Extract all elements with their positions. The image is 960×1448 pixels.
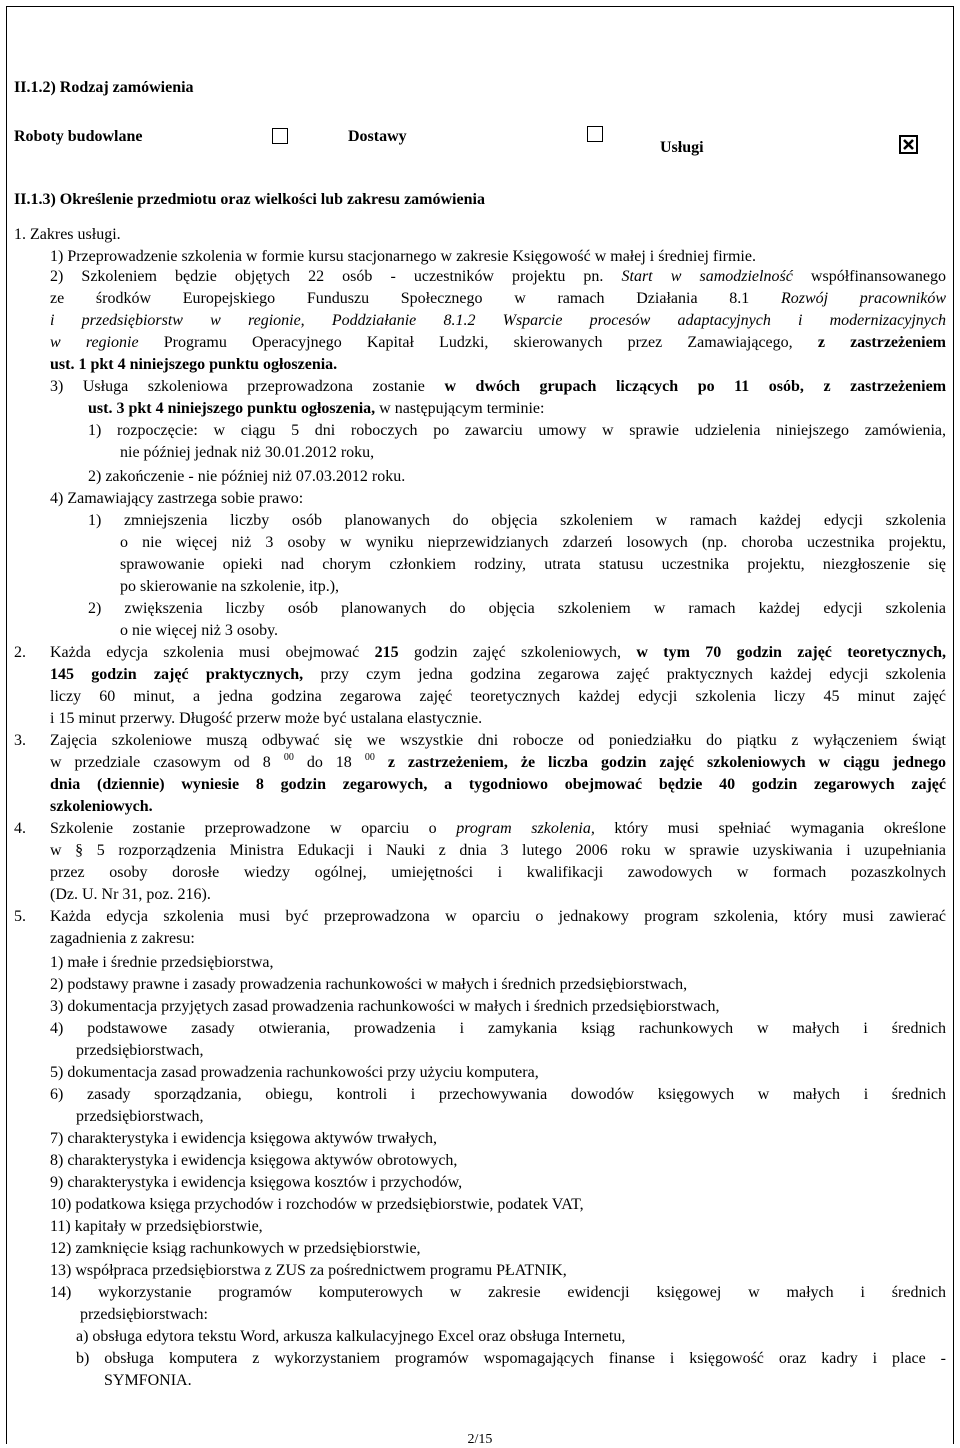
topic-12: 12) zamknięcie ksiąg rachunkowych w przedsiębiorstwie, bbox=[50, 1240, 421, 1257]
topic-13: 13) współpraca przedsiębiorstwa z ZUS za pośrednictwem programu PŁATNIK, bbox=[50, 1262, 567, 1279]
scope-sub-3: 3) Usługa szkoleniowa przeprowadzona zostanie w dwóch grupach liczących po 11 osób, z zastrzeżeniem bbox=[50, 378, 947, 395]
topic-6: 6) zasady sporządzania, obiegu, kontroli i przechowywania dowodów księgowych w małych i średnich bbox=[50, 1086, 946, 1103]
scope-sub-4-1-cont: o nie więcej niż 3 osoby w wyniku nieprzewidzianych zdarzeń losowych (np. choroba uczestnika projektu, sprawowanie opieki nad chorym członkiem rodziny, utrata statusu uczestnika projektu, niezgłoszenie się po skierowanie na szkolenie, itp.), bbox=[120, 534, 946, 595]
uslugi-label: Usługi bbox=[660, 139, 704, 156]
uslugi-checkbox[interactable] bbox=[899, 135, 918, 154]
point-3-text: Zajęcia szkoleniowe muszą odbywać się we wszystkie dni robocze od poniedziałku do piątku z wyłączeniem świąt w przedziale czasowym od 8 $^{00}$ do 18 $^{00}$ z zastrzeżeniem, że liczba godzin zajęć szkoleniowych w ciągu jednego dnia (dziennie) wyniesie 8 godzin zegarowych, a tygodniowo obejmować będzie 40 godzin zegarowych zajęć szkoleniowych. bbox=[50, 732, 947, 815]
topic-11: 11) kapitały w przedsiębiorstwie, bbox=[50, 1218, 263, 1235]
section-heading-scope: II.1.3) Określenie przedmiotu oraz wielkości lub zakresu zamówienia bbox=[14, 191, 485, 208]
topic-14-cont: przedsiębiorstwach: bbox=[80, 1306, 208, 1323]
scope-item-1: 1. Zakres usługi. bbox=[14, 226, 121, 243]
point-5-number: 5. bbox=[14, 908, 26, 925]
topic-14-b-cont: SYMFONIA. bbox=[104, 1372, 192, 1389]
scope-sub-1: 1) Przeprowadzenie szkolenia w formie kursu stacjonarnego w zakresie Księgowość w małej i średniej firmie. bbox=[50, 248, 756, 265]
topic-3: 3) dokumentacja przyjętych zasad prowadzenia rachunkowości w małych i średnich przedsiębiorstwach, bbox=[50, 998, 720, 1015]
topic-2: 2) podstawy prawne i zasady prowadzenia rachunkowości w małych i średnich przedsiębiorstwach, bbox=[50, 976, 688, 993]
scope-sub-2: 2) Szkoleniem będzie objętych 22 osób - uczestników projektu pn. Start w samodzielność współfinansowanego ze środków Europejskiego Funduszu Społecznego w ramach Działania 8.1 Rozwój pracowników i przedsiębiorstw w regionie, Poddziałanie 8.1.2 Wsparcie procesów adaptacyjnych i modernizacyjnych w regionie Programu Operacyjnego Kapitał Ludzki, skierowanych przez Zamawiającego, z zastrzeżeniem ust. 1 pkt 4 niniejszego punktu ogłoszenia. bbox=[50, 268, 947, 373]
scope-sub-3-start: 1) rozpoczęcie: w ciągu 5 dni roboczych po zawarciu umowy w sprawie udzielenia niniejszego zamówienia, bbox=[88, 422, 946, 439]
topic-4: 4) podstawowe zasady otwierania, prowadzenia i zamykania ksiąg rachunkowych w małych i średnich bbox=[50, 1020, 946, 1037]
point-2-number: 2. bbox=[14, 644, 26, 661]
point-3-number: 3. bbox=[14, 732, 26, 749]
topic-7: 7) charakterystyka i ewidencja księgowa aktywów trwałych, bbox=[50, 1130, 437, 1147]
topic-14-b: b) obsługa komputera z wykorzystaniem programów wspomagających finanse i księgowość oraz kadry i place - bbox=[76, 1350, 946, 1367]
scope-sub-3-start-cont: nie później jednak niż 30.01.2012 roku, bbox=[120, 444, 375, 461]
scope-sub-4-2-cont: o nie więcej niż 3 osoby. bbox=[120, 622, 279, 639]
scope-sub-4: 4) Zamawiający zastrzega sobie prawo: bbox=[50, 490, 304, 507]
topic-4-cont: przedsiębiorstwach, bbox=[76, 1042, 204, 1059]
scope-sub-3-cont: ust. 3 pkt 4 niniejszego punktu ogłoszenia, w następującym terminie: bbox=[88, 400, 545, 417]
topic-10: 10) podatkowa księga przychodów i rozchodów w przedsiębiorstwie, podatek VAT, bbox=[50, 1196, 584, 1213]
topic-14: 14) wykorzystanie programów komputerowych w zakresie ewidencji księgowej w małych i średnich bbox=[50, 1284, 946, 1301]
topic-1: 1) małe i średnie przedsiębiorstwa, bbox=[50, 954, 274, 971]
topic-14-a: a) obsługa edytora tekstu Word, arkusza kalkulacyjnego Excel oraz obsługa Internetu, bbox=[76, 1328, 626, 1345]
point-2-text: Każda edycja szkolenia musi obejmować 215 godzin zajęć szkoleniowych, w tym 70 godzin zajęć teoretycznych, 145 godzin zajęć praktycznych, przy czym jedna godzina zegarowa zajęć praktycznych każdej edycji szkolenia liczy 60 minut, a jedna godzina zegarowa zajęć teoretycznych każdej edycji szkolenia liczy 45 minut zajęć i 15 minut przerwy. Długość przerw może być ustalana elastycznie. bbox=[50, 644, 947, 727]
scope-sub-4-1: 1) zmniejszenia liczby osób planowanych do objęcia szkoleniem w ramach każdej edycji szkolenia bbox=[88, 512, 946, 529]
roboty-label: Roboty budowlane bbox=[14, 128, 143, 145]
dostawy-checkbox[interactable] bbox=[587, 126, 603, 142]
topic-6-cont: przedsiębiorstwach, bbox=[76, 1108, 204, 1125]
section-heading-type: II.1.2) Rodzaj zamówienia bbox=[14, 79, 194, 96]
topic-5: 5) dokumentacja zasad prowadzenia rachunkowości przy użyciu komputera, bbox=[50, 1064, 539, 1081]
point-4-text: Szkolenie zostanie przeprowadzone w oparciu o program szkolenia, który musi spełniać wymagania określone w § 5 rozporządzenia Ministra Edukacji i Nauki z dnia 3 lutego 2006 roku w sprawie uzyskiwania i uzupełniania przez osoby dorosłe wiedzy ogólnej, umiejętności i kwalifikacji zawodowych w formach pozaszkolnych (Dz. U. Nr 31, poz. 216). bbox=[50, 820, 947, 903]
scope-sub-4-2: 2) zwiększenia liczby osób planowanych do objęcia szkoleniem w ramach każdej edycji szkolenia bbox=[88, 600, 946, 617]
topic-9: 9) charakterystyka i ewidencja księgowa kosztów i przychodów, bbox=[50, 1174, 463, 1191]
roboty-checkbox[interactable] bbox=[272, 128, 288, 144]
point-5-text: Każda edycja szkolenia musi być przeprowadzona w oparciu o jednakowy program szkolenia, który musi zawierać zagadnienia z zakresu: bbox=[50, 908, 946, 947]
check-x-icon bbox=[901, 137, 916, 152]
point-4-number: 4. bbox=[14, 820, 26, 837]
page-number: 2/15 bbox=[467, 1432, 493, 1447]
scope-sub-3-end: 2) zakończenie - nie później niż 07.03.2012 roku. bbox=[88, 468, 406, 485]
topic-8: 8) charakterystyka i ewidencja księgowa aktywów obrotowych, bbox=[50, 1152, 458, 1169]
dostawy-label: Dostawy bbox=[348, 128, 407, 145]
